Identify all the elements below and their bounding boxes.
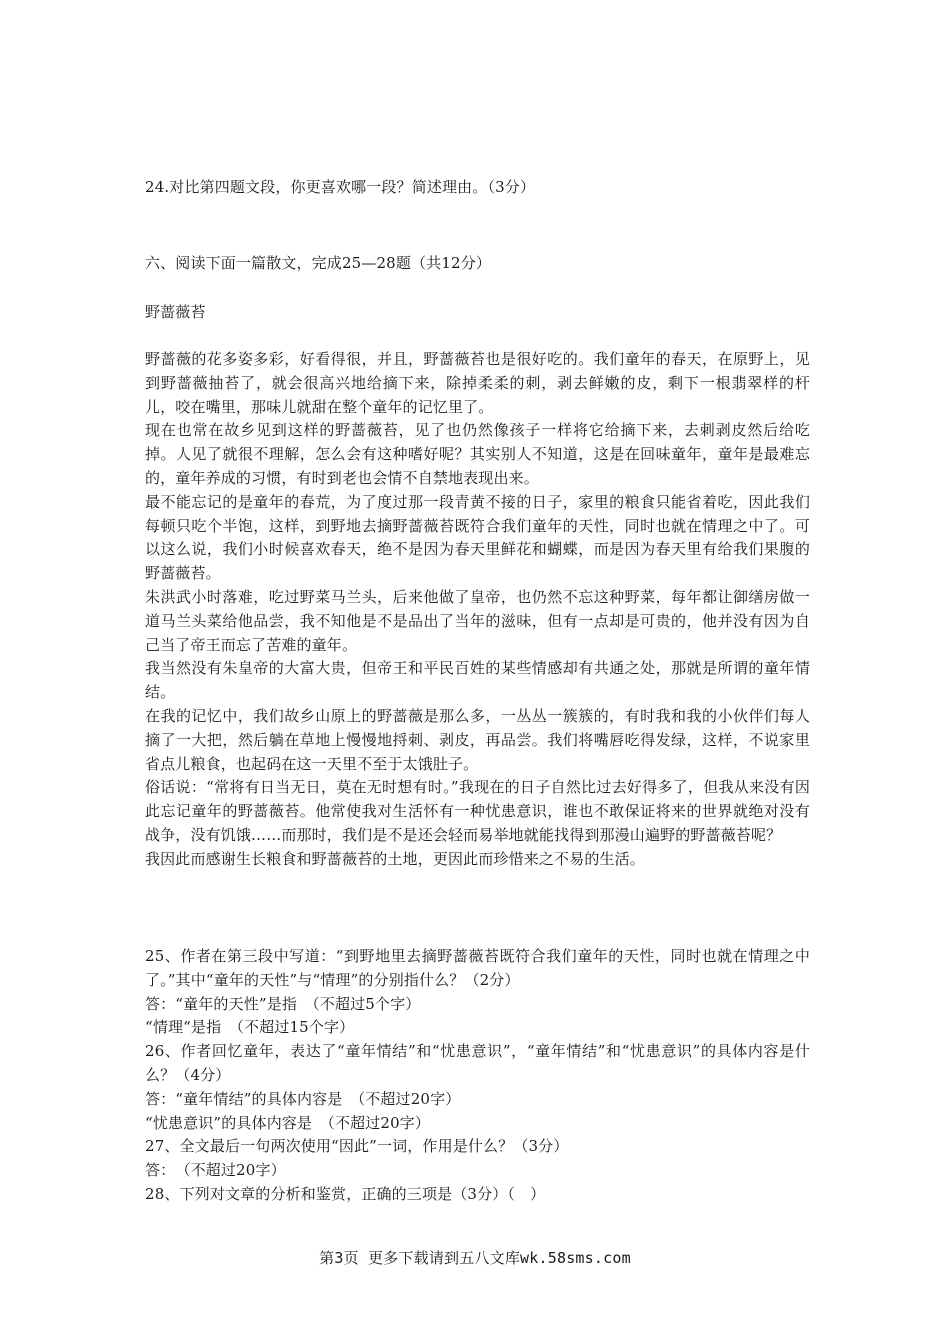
essay-paragraph-1: 野蔷薇的花多姿多彩，好看得很，并且，野蔷薇苔也是很好吃的。我们童年的春天，在原野上，见到野蔷薇抽苔了，就会很高兴地给摘下来，除掉柔柔的刺，剥去鲜嫩的皮，剩下一根翡翠样的杆儿，咬在嘴里，那味儿就甜在整个童年的记忆里了。 [145, 350, 810, 416]
answer-25-line-2: “情理“是指 （不超过15个字） [145, 1018, 355, 1037]
questions-block [145, 945, 810, 1207]
answer-26-line-2: “忧患意识”的具体内容是 （不超过20字） [145, 1113, 431, 1132]
essay-paragraph-3: 最不能忘记的是童年的春荒，为了度过那一段青黄不接的日子，家里的粮食只能省着吃，因此我们每顿只吃个半饱，这样，到野地去摘野蔷薇苔既符合我们童年的天性，同时也就在情理之中了。可以这么说，我们小时候喜欢春天，绝不是因为春天里鲜花和蝴蝶，而是因为春天里有给我们果腹的野蔷薇苔。 [145, 492, 810, 583]
question-28: 28、下列对文章的分析和鉴赏，正确的三项是（3分）（ ） [145, 1184, 546, 1203]
question-24: 24.对比第四题文段，你更喜欢哪一段？简述理由。（3分） [145, 178, 536, 196]
essay-paragraph-7: 俗话说：“常将有日当无日，莫在无时想有时。”我现在的日子自然比过去好得多了，但我从来没有因此忘记童年的野蔷薇苔。他常使我对生活怀有一种忧患意识，谁也不敢保证将来的世界就绝对没有战争，没有饥饿……而那时，我们是不是还会轻而易举地就能找得到那漫山遍野的野蔷薇苔呢？ [145, 778, 810, 844]
section-heading: 六、阅读下面一篇散文，完成25—28题（共12分） [145, 254, 492, 272]
page-footer: 第3页 更多下载请到五八文库wk.58sms.com [319, 1249, 631, 1267]
essay-paragraph-2: 现在也常在故乡见到这样的野蔷薇苔，见了也仍然像孩子一样将它给摘下来，去刺剥皮然后给吃掉。人见了就很不理解，怎么会有这种嗜好呢？其实别人不知道，这是在回味童年，童年是最难忘的，童年养成的习惯，有时到老也会情不自禁地表现出来。 [145, 421, 810, 487]
essay-paragraph-8: 我因此而感谢生长粮食和野蔷薇苔的土地，更因此而珍惜来之不易的生活。 [145, 849, 645, 868]
question-27: 27、全文最后一句两次使用“因此”一词，作用是什么？（3分） [145, 1137, 569, 1156]
question-26: 26、作者回忆童年，表达了“童年情结”和“忧患意识”，“童年情结”和“忧患意识”的具体内容是什么？（4分） [145, 1042, 810, 1084]
essay-paragraph-4: 朱洪武小时落难，吃过野菜马兰头，后来他做了皇帝，也仍然不忘这种野菜，每年都让御缮房做一道马兰头菜给他品尝，我不知他是不是品出了当年的滋味，但有一点却是可贵的，他并没有因为自己当了帝王而忘了苦难的童年。 [145, 587, 810, 654]
answer-25-line-1: 答：“童年的天性”是指 （不超过5个字） [145, 994, 421, 1013]
essay-body [145, 348, 810, 872]
essay-paragraph-5: 我当然没有朱皇帝的大富大贵，但帝王和平民百姓的某些情感却有共通之处，那就是所谓的童年情结。 [145, 659, 810, 702]
document-page [145, 0, 810, 1344]
essay-paragraph-6: 在我的记忆中，我们故乡山原上的野蔷薇是那么多，一丛丛一簇簇的，有时我和我的小伙伴们每人摘了一大把，然后躺在草地上慢慢地捋刺、剥皮，再品尝。我们将嘴唇吃得发绿，这样，不说家里省点儿粮食，也起码在这一天里不至于太饿肚子。 [145, 706, 810, 773]
question-25: 25、作者在第三段中写道：“到野地里去摘野蔷薇苔既符合我们童年的天性，同时也就在情理之中了。”其中“童年的天性”与“情理”的分别指什么？（2分） [145, 947, 810, 989]
answer-27: 答： （不超过20字） [145, 1161, 286, 1180]
answer-26-line-1: 答：“童年情结”的具体内容是 （不超过20字） [145, 1089, 461, 1108]
essay-title: 野蔷薇苔 [145, 303, 206, 321]
